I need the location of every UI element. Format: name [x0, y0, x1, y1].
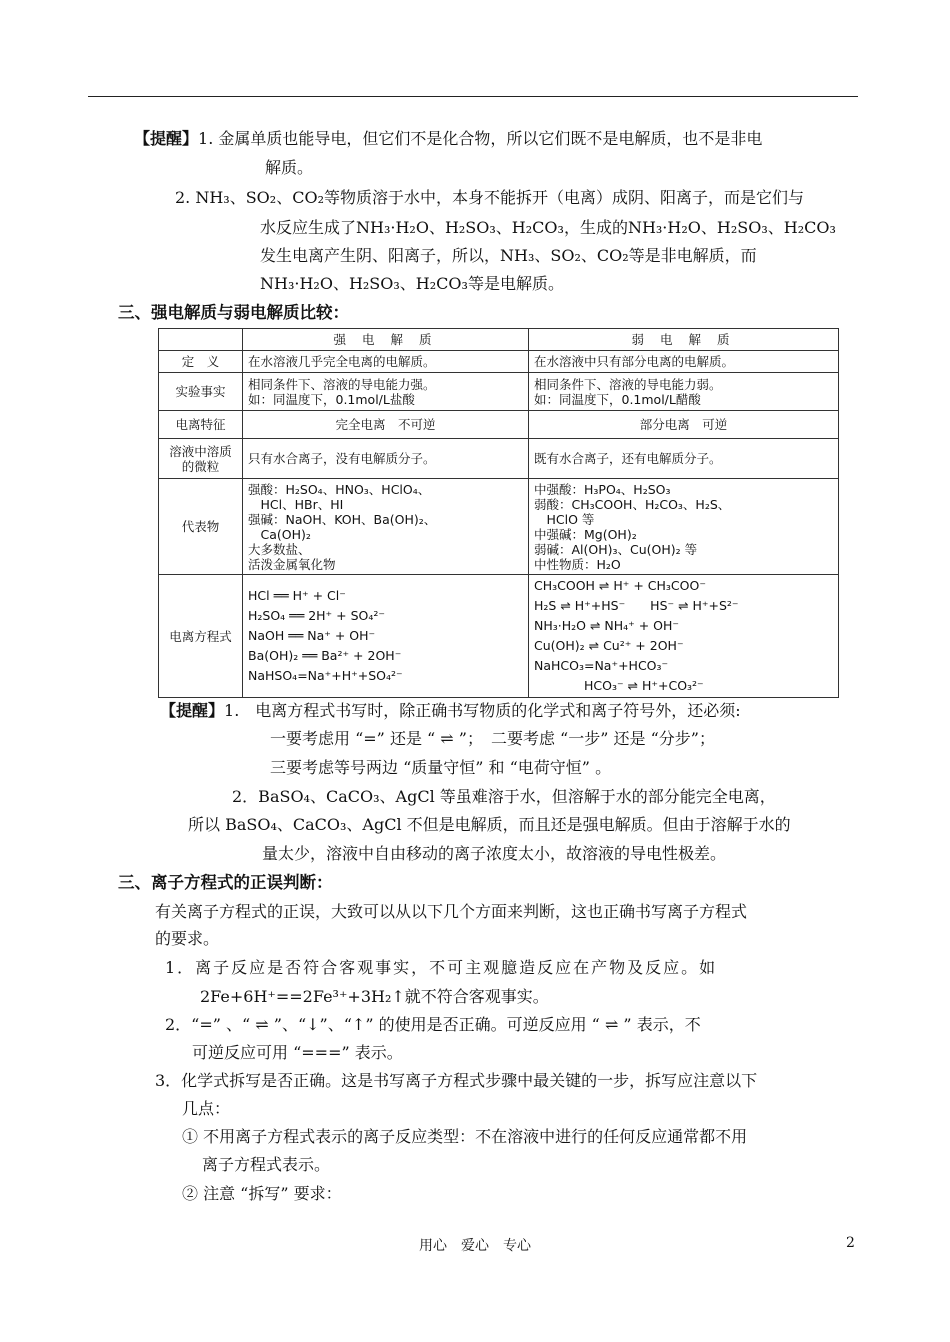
cell-strong: 相同条件下、溶液的导电能力强。 如：同温度下，0.1mol/L盐酸 — [243, 373, 529, 411]
table-row — [159, 411, 839, 439]
header-rule — [88, 96, 858, 97]
ionic-subitem-1: ① 不用离子方程式表示的离子反应类型：不在溶液中进行的任何反应通常都不用 — [182, 1127, 748, 1146]
section-compare-title: 三、强电解质与弱电解质比较： — [118, 303, 349, 322]
tip2-line-3: 三要考虑等号两边 “质量守恒” 和 “电荷守恒” 。 — [270, 758, 612, 777]
table-row — [159, 351, 839, 373]
row-label: 电离方程式 — [159, 575, 243, 698]
row-label: 电离特征 — [159, 411, 243, 439]
cell-weak: 相同条件下、溶液的导电能力弱。 如：同温度下，0.1mol/L醋酸 — [529, 373, 839, 411]
ionic-intro-1: 有关离子方程式的正误，大致可以从以下几个方面来判断，这也正确书写离子方程式 — [155, 902, 748, 921]
ionic-item-1-cont: 2Fe+6H⁺==2Fe³⁺+3H₂↑就不符合客观事实。 — [200, 987, 549, 1006]
ionic-item-3: 3．化学式拆写是否正确。这是书写离子方程式步骤中最关键的一步，拆写应注意以下 — [155, 1071, 758, 1090]
electrolyte-comparison-table — [158, 328, 839, 698]
ionic-intro-2: 的要求。 — [155, 929, 220, 948]
cell-weak: 部分电离 可逆 — [529, 411, 839, 439]
tip1-line-3: 2. NH₃、SO₂、CO₂等物质溶于水中，本身不能拆开（电离）成阴、阳离子，而是它们与 — [175, 188, 804, 207]
row-label: 实验事实 — [159, 373, 243, 411]
tip1-line-1: 【提醒】1. 金属单质也能导电，但它们不是化合物，所以它们既不是电解质，也不是非电 — [134, 129, 763, 148]
cell-strong: 在水溶液几乎完全电离的电解质。 — [243, 351, 529, 373]
cell-weak: 中强酸：H₃PO₄、H₂SO₃ 弱酸：CH₃COOH、H₂CO₃、H₂S、 HClO 等 中强碱：Mg(OH)₂ 弱碱：Al(OH)₃、Cu(OH)₂ 等 中性物质：H₂O — [529, 479, 839, 575]
cell-strong: HCl ══ H⁺ + Cl⁻ H₂SO₄ ══ 2H⁺ + SO₄²⁻ NaOH ══ Na⁺ + OH⁻ Ba(OH)₂ ══ Ba²⁺ + 2OH⁻ NaHSO₄=Na⁺+H⁺+SO₄²⁻ — [243, 575, 529, 698]
tip2-line-1: 【提醒】1. 电离方程式书写时，除正确书写物质的化学式和离子符号外，还必须: — [160, 701, 741, 720]
tip2-label: 【提醒】 — [160, 701, 225, 720]
tip1-line-4: 水反应生成了NH₃·H₂O、H₂SO₃、H₂CO₃，生成的NH₃·H₂O、H₂SO₃、H₂CO₃ — [260, 218, 836, 237]
table-row — [159, 575, 839, 698]
cell-strong: 强酸：H₂SO₄、HNO₃、HClO₄、 HCl、HBr、HI 强碱：NaOH、KOH、Ba(OH)₂、 Ca(OH)₂ 大多数盐、 活泼金属氧化物 — [243, 479, 529, 575]
tip2-line-6: 量太少，溶液中自由移动的离子浓度太小，故溶液的导电性极差。 — [262, 844, 727, 863]
tip1-line-2: 解质。 — [265, 158, 314, 177]
tip1-label: 【提醒】 — [134, 129, 199, 148]
cell-weak: CH₃COOH ⇌ H⁺ + CH₃COO⁻ H₂S ⇌ H⁺+HS⁻ HS⁻ ⇌ H⁺+S²⁻ NH₃·H₂O ⇌ NH₄⁺ + OH⁻ Cu(OH)₂ ⇌ Cu²⁺ + 2OH⁻ NaHCO₃=Na⁺+HCO₃⁻ HCO₃⁻ ⇌ H⁺+CO₃²⁻ — [529, 575, 839, 698]
ionic-item-2: 2．“=” 、“ ⇌ ”、“↓”、“↑” 的使用是否正确。可逆反应用 “ ⇌ ” 表示，不 — [165, 1015, 701, 1034]
ionic-subitem-2: ② 注意 “拆写” 要求： — [182, 1184, 342, 1203]
page-number: 2 — [846, 1235, 855, 1251]
row-label: 代表物 — [159, 479, 243, 575]
cell-strong: 只有水合离子，没有电解质分子。 — [243, 439, 529, 479]
row-label: 定 义 — [159, 351, 243, 373]
table-row — [159, 373, 839, 411]
tip1-line-6: NH₃·H₂O、H₂SO₃、H₂CO₃等是电解质。 — [260, 274, 564, 293]
header-strong: 强 电 解 质 — [243, 329, 529, 351]
tip2-line-5: 所以 BaSO₄、CaCO₃、AgCl 不但是电解质，而且还是强电解质。但由于溶解于水的 — [188, 815, 791, 834]
ionic-item-1: 1．离子反应是否符合客观事实，不可主观臆造反应在产物及反应。如 — [165, 958, 718, 977]
table-row — [159, 479, 839, 575]
tip2-line-2: 一要考虑用 “=” 还是 “ ⇌ ”； 二要考虑 “一步” 还是 “分步”； — [270, 729, 715, 748]
ionic-item-3-cont: 几点： — [182, 1099, 231, 1118]
cell-strong: 完全电离 不可逆 — [243, 411, 529, 439]
cell-weak: 既有水合离子，还有电解质分子。 — [529, 439, 839, 479]
ionic-subitem-1-cont: 离子方程式表示。 — [202, 1155, 331, 1174]
header-corner — [159, 329, 243, 351]
ionic-item-2-cont: 可逆反应可用 “===” 表示。 — [192, 1043, 403, 1062]
tip2-line-4: 2．BaSO₄、CaCO₃、AgCl 等虽难溶于水，但溶解于水的部分能完全电离， — [232, 787, 776, 806]
section-ionic-title: 三、离子方程式的正误判断： — [118, 873, 333, 892]
tip1-line-5: 发生电离产生阴、阳离子，所以，NH₃、SO₂、CO₂等是非电解质，而 — [260, 246, 757, 265]
row-label: 溶液中溶质的微粒 — [159, 439, 243, 479]
header-weak: 弱 电 解 质 — [529, 329, 839, 351]
table-row — [159, 439, 839, 479]
table-header-row — [159, 329, 839, 351]
cell-weak: 在水溶液中只有部分电离的电解质。 — [529, 351, 839, 373]
footer-text: 用心 爱心 专心 — [419, 1238, 531, 1254]
